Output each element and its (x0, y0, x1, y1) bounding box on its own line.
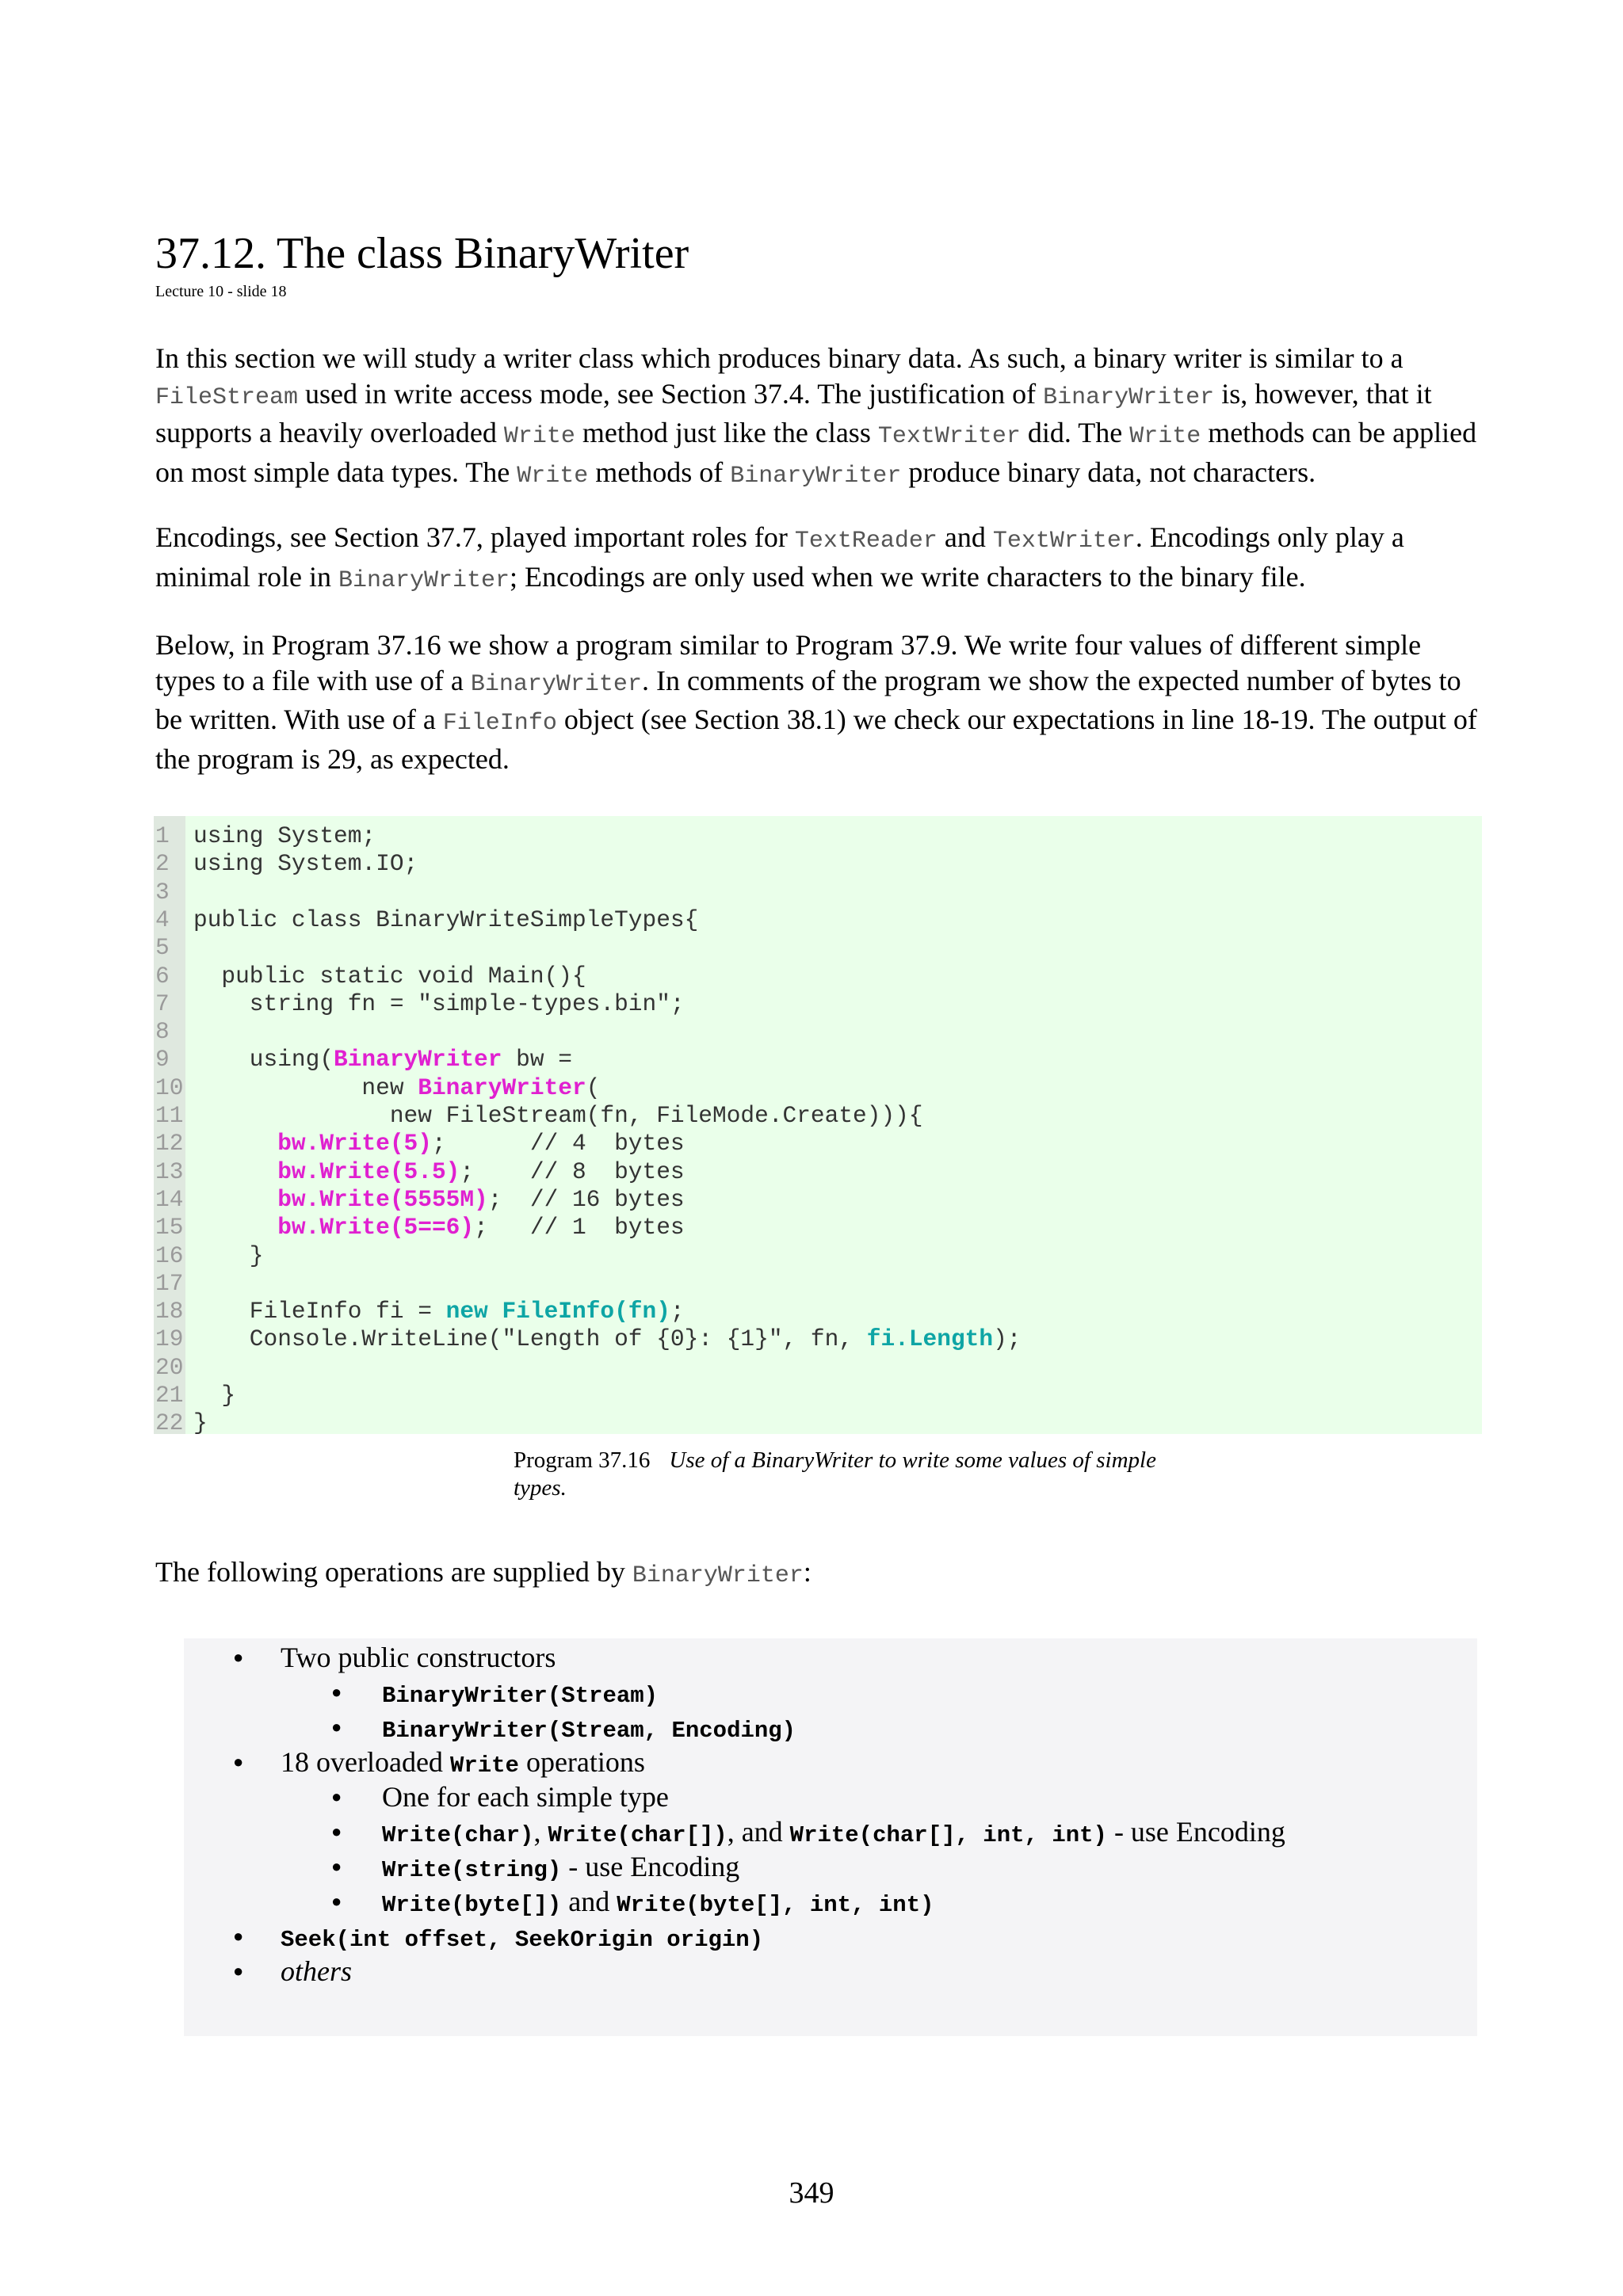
code-line (154, 822, 1482, 850)
code-token: ( (586, 1074, 601, 1101)
code-token: using( (193, 1046, 334, 1074)
line-number: 3 (155, 878, 170, 906)
code-highlight: BinaryWriter (334, 1046, 502, 1074)
text-run: , (533, 1816, 548, 1848)
text-run: One for each simple type (382, 1781, 669, 1813)
code-token: new FileStream(fn, FileMode.Create))){ (193, 1102, 923, 1129)
list-item-text (281, 1640, 556, 1675)
bullet-icon: ● (331, 1821, 342, 1841)
line-number: 22 (155, 1409, 184, 1437)
inline-code: BinaryWriter (1043, 383, 1215, 411)
line-number: 9 (155, 1046, 170, 1074)
code-text (193, 1074, 600, 1102)
code-token: public static void Main(){ (193, 962, 586, 990)
paragraph-intro (155, 341, 1487, 494)
code-text (193, 850, 418, 878)
list-item-text (382, 1675, 658, 1714)
text-run: . Encodings only play a minimal role in (155, 521, 1404, 593)
list-item-text (281, 1745, 645, 1783)
line-number: 16 (155, 1241, 184, 1269)
text-run: Encodings, see Section 37.7, played important roles for (155, 521, 795, 553)
program-caption (514, 1447, 1195, 1502)
section-subtitle: Lecture 10 - slide 18 (155, 283, 287, 300)
code-text (193, 906, 698, 934)
list-item-text (382, 1814, 1285, 1853)
code-token: } (193, 1241, 264, 1269)
code-text (193, 1298, 685, 1325)
caption-text: Use of a BinaryWriter to write some values of simple types. (514, 1447, 1156, 1501)
inline-code: Write(byte[], int, int) (617, 1892, 934, 1918)
text-run: 18 overloaded (281, 1746, 450, 1778)
operations-intro (155, 1554, 812, 1593)
code-token (193, 1130, 277, 1157)
inline-code: Write (449, 1753, 519, 1779)
code-highlight: new FileInfo(fn) (445, 1298, 670, 1325)
line-number: 20 (155, 1353, 184, 1381)
code-highlight: bw.Write(5==6) (277, 1214, 475, 1241)
inline-code: FileStream (155, 383, 299, 411)
text-run: - use Encoding (1106, 1816, 1285, 1848)
code-token: new (193, 1074, 418, 1101)
text-run: others (281, 1955, 352, 1987)
text-run: ; Encodings are only used when we write characters to the binary file. (510, 560, 1306, 593)
line-number: 8 (155, 1018, 170, 1046)
code-text (193, 1130, 685, 1158)
code-line (154, 1354, 1482, 1382)
code-highlight: BinaryWriter (418, 1074, 586, 1101)
line-number: 10 (155, 1074, 184, 1101)
text-run: method just like the class (575, 417, 878, 448)
inline-code: Write(char[]) (548, 1822, 727, 1848)
inline-code: BinaryWriter (470, 670, 642, 698)
code-token: } (193, 1382, 236, 1409)
text-run: object (see Section 38.1) we check our expectations in line 18-19. The output of the program is 29, as expected. (155, 704, 1477, 775)
bullet-icon: ● (331, 1717, 342, 1737)
inline-code: TextReader (794, 528, 938, 555)
text-run: did. The (1020, 417, 1130, 448)
code-token: using System; (193, 822, 376, 849)
code-token: } (193, 1409, 208, 1437)
line-number: 7 (155, 990, 170, 1017)
list-item-text (382, 1849, 739, 1888)
list-item-text (281, 1954, 352, 1989)
code-line (154, 1298, 1482, 1325)
text-run: , and (727, 1816, 790, 1848)
code-token (193, 1186, 277, 1213)
caption-label: Program 37.16 (514, 1447, 651, 1473)
code-line (154, 1046, 1482, 1074)
operations-list (184, 1638, 1477, 2036)
code-token: FileInfo fi = (193, 1298, 446, 1325)
inline-code: Write(char[], int, int) (789, 1822, 1107, 1848)
code-line (154, 1186, 1482, 1214)
bullet-icon: ● (233, 1926, 244, 1946)
code-text (193, 1214, 685, 1241)
inline-code: Write(byte[]) (382, 1892, 562, 1918)
inline-code: Write (1129, 423, 1201, 450)
inline-code: BinaryWriter(Stream, Encoding) (382, 1718, 796, 1744)
inline-code: BinaryWriter (730, 462, 902, 490)
code-text (193, 1325, 1021, 1353)
list-item-text (281, 1919, 763, 1958)
section-title: 37.12. The class BinaryWriter (155, 229, 689, 278)
code-token: Console.WriteLine("Length of {0}: {1}", fn, (193, 1325, 867, 1353)
code-line (154, 1214, 1482, 1241)
line-number: 2 (155, 850, 170, 878)
line-number: 17 (155, 1269, 184, 1297)
list-item-text (382, 1779, 669, 1814)
code-text (193, 1242, 264, 1270)
line-number: 21 (155, 1382, 184, 1409)
inline-code: Write(string) (382, 1857, 562, 1883)
inline-code: BinaryWriter(Stream) (382, 1683, 659, 1709)
line-number: 12 (155, 1130, 184, 1158)
code-text (193, 963, 586, 990)
code-highlight: bw.Write(5) (277, 1130, 432, 1158)
text-run: The following operations are supplied by (155, 1556, 632, 1588)
text-run: produce binary data, not characters. (901, 456, 1316, 488)
text-run: In this section we will study a writer class which produces binary data. As such, a binary writer is similar to a (155, 342, 1403, 374)
code-text (193, 1382, 235, 1409)
bullet-icon: ● (233, 1647, 244, 1667)
code-line (154, 1018, 1482, 1046)
code-highlight: bw.Write(5.5) (277, 1158, 460, 1185)
code-line (154, 1270, 1482, 1298)
list-item-text (382, 1884, 934, 1923)
code-token (193, 1158, 277, 1185)
inline-code: TextWriter (877, 423, 1021, 450)
code-token: ; // 16 bytes (487, 1185, 685, 1213)
code-token: bw = (502, 1046, 572, 1074)
code-line (154, 990, 1482, 1018)
text-run: methods can be applied on most simple data types. The (155, 417, 1477, 488)
line-number: 1 (155, 822, 170, 849)
code-text (193, 822, 376, 850)
line-number: 15 (155, 1214, 184, 1241)
code-line (154, 1382, 1482, 1409)
code-line (154, 1130, 1482, 1158)
code-token: ; // 8 bytes (460, 1158, 685, 1185)
line-number: 18 (155, 1298, 184, 1325)
inline-code: Write (503, 423, 575, 450)
code-token: ; // 4 bytes (431, 1130, 685, 1158)
code-line (154, 963, 1482, 990)
code-listing (154, 816, 1482, 1437)
code-token: public class BinaryWriteSimpleTypes{ (193, 906, 699, 933)
line-number: 5 (155, 934, 170, 962)
code-token: ; (670, 1298, 685, 1325)
line-number: 4 (155, 906, 170, 933)
text-run: : (803, 1556, 812, 1588)
code-line (154, 906, 1482, 934)
page-number: 349 (789, 2176, 834, 2210)
text-run: methods of (588, 456, 731, 488)
code-line (154, 1102, 1482, 1130)
code-text (193, 1186, 685, 1214)
line-number: 6 (155, 962, 170, 990)
code-token: ; // 1 bytes (474, 1214, 685, 1241)
text-run: Below, in Program 37.16 we show a program similar to Program 37.9. We write four values of different simple types to a file with use of a (155, 629, 1422, 696)
bullet-icon: ● (233, 1961, 244, 1981)
code-text (193, 990, 685, 1018)
code-line (154, 1074, 1482, 1102)
text-run: and (561, 1886, 617, 1917)
code-token: ); (993, 1325, 1022, 1353)
paragraph-program-intro (155, 627, 1487, 776)
line-number: 19 (155, 1325, 184, 1353)
code-line (154, 1242, 1482, 1270)
line-number: 13 (155, 1158, 184, 1185)
line-number: 14 (155, 1185, 184, 1213)
paragraph-encodings (155, 520, 1487, 598)
code-text (193, 1046, 572, 1074)
list-item-text (382, 1710, 796, 1749)
line-number: 11 (155, 1102, 184, 1129)
code-text (193, 1158, 685, 1186)
code-line (154, 1158, 1482, 1186)
inline-code: Seek(int offset, SeekOrigin origin) (281, 1927, 764, 1953)
inline-code: Write (517, 462, 589, 490)
code-line (154, 850, 1482, 878)
code-highlight: bw.Write(5555M) (277, 1185, 488, 1213)
code-token: string fn = "simple-types.bin"; (193, 990, 685, 1017)
text-run: used in write access mode, see Section 37.4. The justification of (298, 377, 1044, 410)
bullet-icon: ● (331, 1787, 342, 1806)
bullet-icon: ● (331, 1856, 342, 1876)
text-run: . In comments of the program we show the expected number of bytes to be written. With use of a (155, 664, 1461, 735)
text-run: Two public constructors (281, 1642, 556, 1673)
text-run: and (937, 521, 993, 553)
bullet-icon: ● (233, 1752, 244, 1772)
bullet-icon: ● (331, 1682, 342, 1702)
code-text (193, 1409, 208, 1437)
code-line (154, 1409, 1482, 1437)
text-run: operations (518, 1746, 645, 1778)
code-line (154, 934, 1482, 962)
inline-code: BinaryWriter (338, 566, 510, 594)
inline-code: FileInfo (442, 710, 557, 737)
code-line (154, 1325, 1482, 1353)
code-line (154, 879, 1482, 906)
code-text (193, 1102, 923, 1130)
code-token: using System.IO; (193, 850, 418, 878)
text-run: - use Encoding (561, 1851, 740, 1882)
text-run: is, however, that it supports a heavily overloaded (155, 377, 1432, 448)
inline-code: TextWriter (992, 528, 1136, 555)
inline-code: BinaryWriter (632, 1562, 804, 1589)
bullet-icon: ● (331, 1891, 342, 1911)
inline-code: Write(char) (382, 1822, 534, 1848)
code-token (193, 1214, 277, 1241)
code-highlight: fi.Length (866, 1325, 994, 1353)
